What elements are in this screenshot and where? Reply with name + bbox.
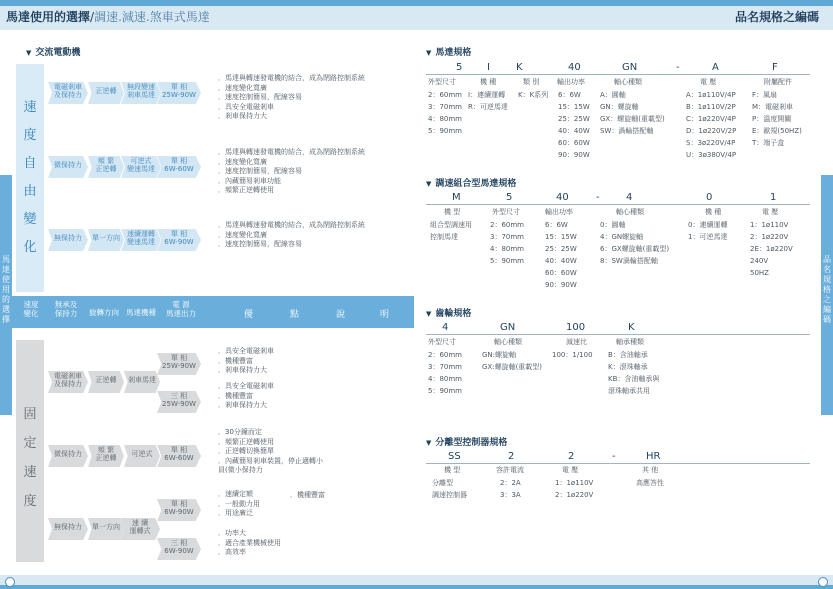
spec-column <box>636 477 664 489</box>
merit-line: ．具安全電磁剎車 <box>218 382 274 390</box>
spec-code: 4 <box>626 192 633 203</box>
merit-bullets <box>218 428 323 476</box>
spec-value: 4：GN螺旋軸 <box>600 233 644 241</box>
merit-line: ．速續定額 <box>218 490 253 498</box>
merit-line: ．30分鐘而定 <box>218 428 262 436</box>
spec-value: 2：2A <box>500 479 521 487</box>
spec-value: 8：SW渦輪搭配軸 <box>600 257 658 265</box>
spec-section-head <box>426 435 507 448</box>
spec-label: 外型尺寸 <box>492 208 520 216</box>
variable-speed-char: 變 <box>23 212 37 227</box>
spec-code: 5 <box>506 192 513 203</box>
spec-section-head <box>426 45 471 58</box>
merit-line: ．速度控制簡易，配線容易 <box>218 240 302 248</box>
spec-value: 1：1ø110V <box>750 221 789 229</box>
band-merit-char: 點 <box>290 310 300 320</box>
spec-column <box>482 349 542 373</box>
merit-bullets <box>218 529 281 558</box>
page-title-left: 馬達使用的選擇/調速.減速.煞車式馬達 <box>6 10 210 24</box>
spec-value: 組合型調速用 <box>430 221 472 229</box>
variable-speed-char: 由 <box>23 184 37 199</box>
spec-column <box>430 219 472 243</box>
merit-line: ．機種豐富 <box>290 491 325 499</box>
spec-label: 軸心種類 <box>614 78 642 86</box>
spec-column <box>752 89 802 149</box>
spec-value: 6：6W <box>545 221 568 229</box>
chevron-label: 頻 繁 正逆轉 <box>95 446 117 462</box>
spec-code: SS <box>448 451 461 462</box>
chevron-label: 微保持力 <box>54 450 82 458</box>
merit-line: ．馬達與轉速發電機的結合，成為閉路控制系統 <box>218 221 365 229</box>
spec-code: 40 <box>568 62 581 73</box>
chevron-label: 無保持力 <box>54 234 82 242</box>
chevron-label: 單 相 25W-90W <box>162 83 196 99</box>
header-strip <box>0 0 833 6</box>
variable-speed-char: 度 <box>23 128 37 143</box>
spec-code: GN <box>500 322 516 333</box>
spec-label: 電 壓 <box>762 208 779 216</box>
chevron-label: 無保持力 <box>54 523 82 531</box>
band-merit-char: 說 <box>336 310 346 320</box>
spec-value: 25：25W <box>558 115 590 123</box>
spec-value: D：1ø220V/2P <box>686 127 737 135</box>
spec-value: 3：70mm <box>428 103 462 111</box>
merit-line: ．用途廣泛 <box>218 509 253 517</box>
spec-column <box>600 219 669 267</box>
spec-value: K：K系列 <box>518 91 549 99</box>
spec-code: 0 <box>706 192 713 203</box>
spec-column <box>558 89 590 161</box>
spec-section-title: 調速組合型馬達規格 <box>435 179 517 189</box>
spec-label: 容許電流 <box>496 466 524 474</box>
spec-column <box>600 89 665 137</box>
merit-line: ．頻繁正逆轉使用 <box>218 437 274 446</box>
spec-value: GN:螺旋軸 <box>482 351 517 359</box>
merit-line: ．內藏簡易剎車功能 <box>218 176 281 185</box>
merit-line: ．內藏簡易剎車裝置，停止適轉小 <box>218 456 323 465</box>
spec-code: K <box>516 62 523 73</box>
spec-value: 40：40W <box>558 127 590 135</box>
spec-section-title: 馬達規格 <box>435 48 472 58</box>
spec-value: 調速控制器 <box>432 491 467 499</box>
chevron-label: 正逆轉 <box>95 87 117 95</box>
spec-value: 分離型 <box>432 479 453 487</box>
spec-section-title: 分離型控制器規格 <box>435 438 508 448</box>
spec-code: A <box>712 62 719 73</box>
spec-value: 高應答性 <box>636 479 664 487</box>
triangle-icon: ▼ <box>426 439 432 447</box>
merit-line: ．剎車保持力大 <box>218 366 267 374</box>
spec-underline <box>426 74 810 75</box>
spec-label: 機 種 <box>480 78 497 86</box>
power-label: 三 相 6W-90W <box>164 539 194 555</box>
title-sub: 調速.減速.煞車式馬達 <box>94 10 210 24</box>
spec-value: 3：70mm <box>490 233 524 241</box>
spec-value: 3：3A <box>500 491 521 499</box>
chevron-label: 電磁剎車 及保持力 <box>54 83 82 99</box>
band-merit-char: 優 <box>244 310 254 320</box>
spec-value: 6：6W <box>558 91 581 99</box>
spec-value: 滾珠軸承共用 <box>608 387 650 395</box>
section-ac-title: 交流電動機 <box>35 48 81 58</box>
spec-value: E：歐規(50HZ) <box>752 127 802 135</box>
spec-code: 4 <box>442 322 449 333</box>
spec-value: 2：60mm <box>490 221 524 229</box>
spec-label: 電 壓 <box>562 466 579 474</box>
spec-label: 外型尺寸 <box>428 78 456 86</box>
spec-underline <box>426 334 810 335</box>
spec-column <box>500 477 521 501</box>
merit-bullets <box>218 148 365 196</box>
power-label: 單 相 25W-90W <box>162 354 196 370</box>
merit-line: ．速度變化寬廣 <box>218 230 267 239</box>
footer-strip <box>0 585 833 589</box>
chevron-label: 單 相 6W-60W <box>164 157 194 173</box>
band-header-label: 馬達機種 <box>126 308 156 317</box>
spec-code: - <box>676 62 680 73</box>
merit-bullets <box>218 382 274 411</box>
power-label: 三 相 25W-90W <box>162 392 196 408</box>
spec-value: KB：含油軸承與 <box>608 375 660 383</box>
merit-line: ．機種豐富 <box>218 356 253 365</box>
logo-mark-left <box>5 577 15 587</box>
spec-value: T：端子盒 <box>752 139 785 147</box>
spec-value: 0：連續運轉 <box>688 221 728 229</box>
title-main: 馬達使用的選擇 <box>6 10 91 24</box>
spec-label: 軸承種類 <box>616 338 644 346</box>
spec-code: 2 <box>568 451 575 462</box>
spec-value: 2：60mm <box>428 351 462 359</box>
spec-value: GN：螺旋軸 <box>600 103 639 111</box>
spec-value: S：3ø220V/4P <box>686 139 736 147</box>
chevron-label: 正逆轉 <box>95 376 117 384</box>
spec-column <box>518 89 548 101</box>
merit-line: ．高效率 <box>218 548 246 556</box>
spec-column <box>555 477 593 501</box>
spec-value: C：1ø220V/4P <box>686 115 736 123</box>
triangle-icon: ▼ <box>426 310 432 318</box>
spec-value: 5：90mm <box>428 387 462 395</box>
merit-line: ．速度變化寬廣 <box>218 157 267 166</box>
power-label: 單 相 6W-90W <box>164 500 194 516</box>
spec-code: - <box>596 192 600 203</box>
spec-value: SW：渦輪搭配軸 <box>600 127 654 135</box>
spec-label: 機 型 <box>444 466 461 474</box>
variable-speed-char: 化 <box>23 240 37 255</box>
spec-value: 1：可逆馬達 <box>688 233 728 241</box>
spec-value: 5：90mm <box>490 257 524 265</box>
spec-label: 附屬配件 <box>764 78 792 86</box>
spec-value: 15：15W <box>545 233 577 241</box>
spec-value: GX:螺旋軸(重載型) <box>482 363 543 371</box>
band-header-label: 旋轉方向 <box>89 308 119 317</box>
spec-value: 2：60mm <box>428 91 462 99</box>
merit-line: ．適合產業機械使用 <box>218 538 281 547</box>
merit-line: ．功率大 <box>218 529 246 537</box>
band-merit-char: 明 <box>380 310 390 320</box>
spec-section-head <box>426 306 471 319</box>
spec-label: 其 他 <box>642 466 659 474</box>
chevron-label: 電磁剎車 及保持力 <box>54 372 82 388</box>
side-tab-left: 馬 達 使 用 的 選 擇 <box>0 175 12 415</box>
spec-value: 60：60W <box>558 139 590 147</box>
spec-column <box>608 349 659 397</box>
spec-value: 2：1ø220V <box>750 233 789 241</box>
merit-line: ．具安全電磁剎車 <box>218 347 274 355</box>
spec-column <box>750 219 793 279</box>
section-ac-motor <box>26 45 80 58</box>
triangle-icon: ▼ <box>26 49 32 57</box>
band-header-label: 速度 變化 <box>23 300 39 318</box>
side-tab-right: 品 名 規 格 之 編 碼 <box>821 175 833 415</box>
merit-line: 員(微小保持力 <box>218 466 263 474</box>
merit-bullets <box>218 74 365 122</box>
spec-underline <box>426 204 810 205</box>
spec-code: 2 <box>508 451 515 462</box>
spec-code: HR <box>646 451 661 462</box>
band-header-label: 無承及 保持力 <box>54 300 78 318</box>
spec-value: 5：90mm <box>428 127 462 135</box>
spec-value: 1：1ø110V <box>555 479 594 487</box>
spec-section-title: 齒輪規格 <box>435 309 472 319</box>
spec-value: 40：40W <box>545 257 577 265</box>
spec-value: A：圓軸 <box>600 91 626 99</box>
spec-value: R：可逆馬達 <box>468 103 508 111</box>
spec-code: 1 <box>770 192 777 203</box>
spec-value: 25：25W <box>545 245 577 253</box>
fixed-speed-char: 固 <box>23 407 37 422</box>
spec-column <box>432 477 467 501</box>
spec-code: 5 <box>456 62 463 73</box>
spec-value: K：滾珠軸承 <box>608 363 648 371</box>
spec-value: 2：1ø220V <box>555 491 594 499</box>
spec-code: M <box>452 192 461 203</box>
spec-value: A：1ø110V/4P <box>686 91 736 99</box>
page-title-right: 品名規格之編碼 <box>734 10 819 24</box>
merit-line: ．剎車保持力大 <box>218 112 267 120</box>
spec-column <box>490 219 524 267</box>
spec-column <box>468 89 508 113</box>
triangle-icon: ▼ <box>426 49 432 57</box>
spec-label: 機 型 <box>444 208 461 216</box>
spec-label: 減速比 <box>566 338 587 346</box>
merit-line: ．正逆轉切換簡單 <box>218 447 274 455</box>
chevron-label: 可逆式 <box>131 450 153 458</box>
spec-value: 6：GX螺旋軸(重載型) <box>600 245 670 253</box>
spec-label: 軸心種類 <box>494 338 522 346</box>
spec-value: 100：1/100 <box>552 351 593 359</box>
spec-value: 2E：1ø220V <box>750 245 793 253</box>
spec-value: B：1ø110V/2P <box>686 103 736 111</box>
fixed-speed-char: 速 <box>23 465 37 480</box>
spec-section-head <box>426 176 516 189</box>
merit-line: ．速度控制簡易，配線容易 <box>218 167 302 175</box>
fixed-speed-column <box>16 340 44 562</box>
merit-bullets <box>218 490 260 519</box>
power-label: 單 相 6W-60W <box>164 446 194 462</box>
spec-code: F <box>772 62 778 73</box>
spec-value: B：含油軸承 <box>608 351 648 359</box>
merit-line: ．具安全電磁剎車 <box>218 102 274 111</box>
spec-column <box>688 219 727 243</box>
spec-column <box>428 349 462 397</box>
spec-code: 40 <box>556 192 569 203</box>
spec-label: 電 壓 <box>700 78 717 86</box>
merit-line: ．速度變化寬廣 <box>218 83 267 92</box>
spec-code: 100 <box>566 322 586 333</box>
fixed-speed-char: 定 <box>23 436 37 451</box>
spec-label: 輸出功率 <box>557 78 585 86</box>
merit-line: ．機種豐富 <box>218 391 253 400</box>
chevron-label: 速續運轉 變速馬達 <box>127 230 155 246</box>
spec-value: M：電磁剎車 <box>752 103 794 111</box>
spec-value: 90：90W <box>558 151 590 159</box>
merit-line: ．剎車保持力大 <box>218 401 267 409</box>
spec-label: 輸出功率 <box>545 208 573 216</box>
spec-value: 4：80mm <box>490 245 524 253</box>
merit-line: ．一般動力用 <box>218 499 260 508</box>
spec-label: 軸心種類 <box>616 208 644 216</box>
logo-mark-right <box>818 577 828 587</box>
spec-value: F：風扇 <box>752 91 778 99</box>
spec-code: GN <box>622 62 638 73</box>
spec-code: I <box>487 62 490 73</box>
band-header-label: 電 源 馬達出力 <box>166 300 196 318</box>
chevron-label: 速 續 運轉式 <box>129 519 151 535</box>
spec-value: 0：圓軸 <box>600 221 626 229</box>
spec-value: GX：螺旋軸(重載型) <box>600 115 665 123</box>
merit-line: ．速度控制簡易，配線容易 <box>218 93 302 101</box>
chevron-label: 單一方向 <box>92 234 120 242</box>
spec-column <box>428 89 462 137</box>
chevron-label: 頻 繁 正逆轉 <box>95 157 117 173</box>
spec-value: 4：80mm <box>428 375 462 383</box>
chevron-label: 剎車馬達 <box>128 376 156 384</box>
spec-column <box>686 89 736 161</box>
chevron-label: 單 相 6W-90W <box>164 230 194 246</box>
spec-label: 外型尺寸 <box>428 338 456 346</box>
spec-value: P：溫度開關 <box>752 115 792 123</box>
spec-column <box>552 349 593 361</box>
spec-underline <box>426 463 810 464</box>
triangle-icon: ▼ <box>426 180 432 188</box>
variable-speed-char: 自 <box>23 156 37 171</box>
spec-column <box>545 219 577 291</box>
fixed-speed-char: 度 <box>23 494 37 509</box>
spec-code: K <box>628 322 635 333</box>
variable-speed-char: 速 <box>23 100 37 115</box>
spec-label: 機 種 <box>705 208 722 216</box>
spec-label: 類 別 <box>523 78 540 86</box>
merit-line: ．馬達與轉速發電機的結合，成為閉路控制系統 <box>218 74 365 82</box>
merit-line: ．馬達與轉速發電機的結合，成為閉路控制系統 <box>218 148 365 156</box>
spec-value: I：連續運轉 <box>468 91 506 99</box>
chevron-label: 單一方向 <box>92 523 120 531</box>
merit-line: ．頻繁正逆轉使用 <box>218 186 274 194</box>
merit-bullets <box>218 221 365 250</box>
spec-value: 90：90W <box>545 281 577 289</box>
spec-value: U：3ø380V/4P <box>686 151 737 159</box>
spec-value: 50HZ <box>750 269 769 277</box>
chevron-label: 無段變速 剎車馬達 <box>127 83 155 99</box>
spec-value: 15：15W <box>558 103 590 111</box>
spec-value: 3：70mm <box>428 363 462 371</box>
spec-code: - <box>612 451 616 462</box>
spec-value: 4：80mm <box>428 115 462 123</box>
spec-value: 60：60W <box>545 269 577 277</box>
chevron-label: 微保持力 <box>54 161 82 169</box>
merit-bullets <box>218 347 274 376</box>
spec-value: 240V <box>750 257 769 265</box>
chevron-label: 可逆式 變速馬達 <box>127 157 155 173</box>
spec-value: 控制馬達 <box>430 233 458 241</box>
